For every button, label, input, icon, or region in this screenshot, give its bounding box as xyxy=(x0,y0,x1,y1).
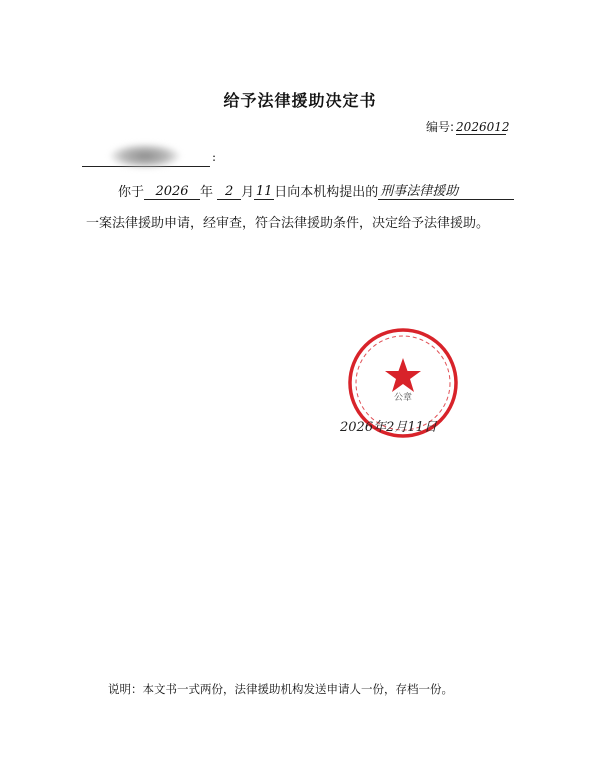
serial-value: 2026012 xyxy=(456,120,510,134)
year-unit: 年 xyxy=(200,185,214,200)
month-field: 2 xyxy=(217,184,241,200)
redacted-name-blur xyxy=(110,144,180,168)
body-line-1 xyxy=(118,180,514,200)
serial-label: 编号: xyxy=(426,120,455,134)
footnote: 说明：本文书一式两份，法律援助机构发送申请人一份，存档一份。 xyxy=(108,682,453,696)
seal-date: 2026年2月11日 xyxy=(340,420,437,435)
serial-number xyxy=(426,118,510,135)
month-unit: 月 xyxy=(241,185,255,200)
seal-center-text: 公章 xyxy=(393,393,413,403)
addressee-field xyxy=(82,148,222,170)
addressee-colon: : xyxy=(212,150,217,164)
document-title: 给予法律援助决定书 xyxy=(223,91,377,110)
day-field: 11 xyxy=(255,184,273,199)
year-field: 2026 xyxy=(144,184,200,200)
body-line-2: 一案法律援助申请，经审查，符合法律援助条件，决定给予法律援助。 xyxy=(86,216,490,231)
seal-star-icon xyxy=(385,358,421,392)
case-field: 刑事法律援助 xyxy=(378,180,514,200)
body-middle: 日向本机构提出的 xyxy=(274,185,379,200)
body-prefix: 你于 xyxy=(118,185,145,200)
